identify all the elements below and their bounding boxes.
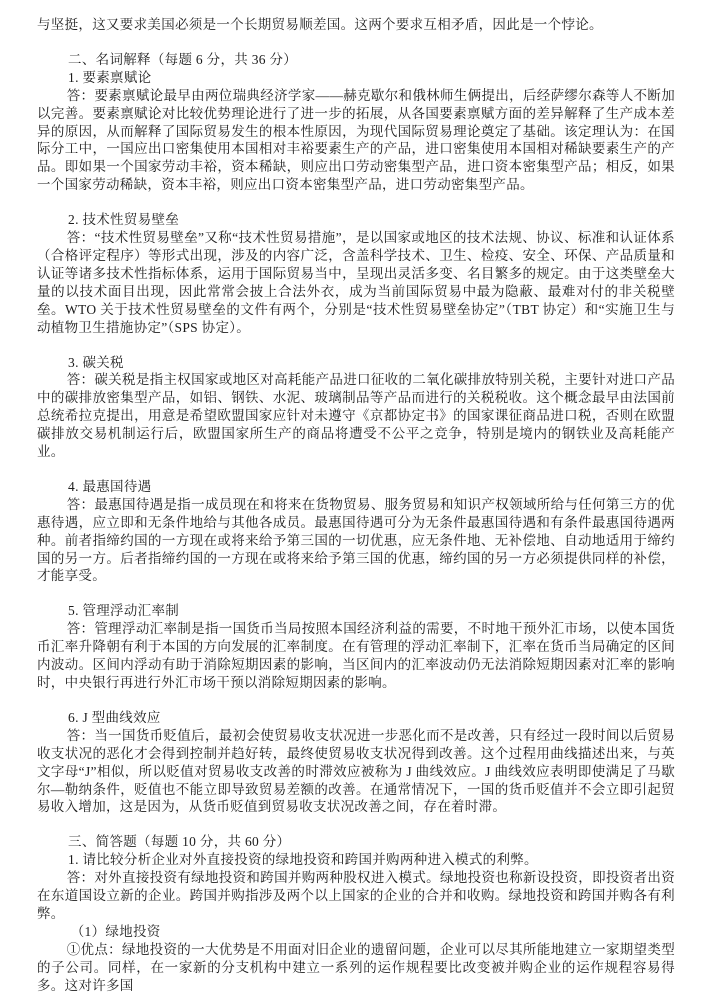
term-4-answer: 答：最惠国待遇是指一成员现在和将来在货物贸易、服务贸易和知识产权领域所给与任何第三方的优惠待遇，应立即和无条件地给与其他各成员。最惠国待遇可分为无条件最惠国待遇和有条件最惠国待遇两种。前者指缔约国的一方现在或将来给予第三国的一切优惠，应无条件地、无补偿地、自动地适用于缔约国的另一方。后者指缔约国的一方现在或将来给予第三国的优惠，缔约国的另一方必须提供同样的补偿，才能享受。 xyxy=(37,496,675,584)
term-1-title: 1. 要素禀赋论 xyxy=(68,69,152,85)
term-5-answer: 答：管理浮动汇率制是指一国货币当局按照本国经济利益的需要，不时地干预外汇市场，以使本国货币汇率升降朝有利于本国的方向发展的汇率制度。在有管理的浮动汇率制下，汇率在货币当局确定的区间内波动。区间内浮动有助于消除短期因素的影响，当区间内的汇率波动仍无法消除短期因素对汇率的影响时，中央银行再进行外汇市场干预以消除短期因素的影响。 xyxy=(37,621,675,690)
greenfield-investment-subheading: （1）绿地投资 xyxy=(70,923,161,939)
question-1-answer-intro: 答：对外直接投资有绿地投资和跨国并购两种股权进入模式。绿地投资也称新设投资，即投资者出资在东道国设立新的企业。跨国并购指涉及两个以上国家的企业的合并和收购。绿地投资和跨国并购各有利弊。 xyxy=(37,870,675,921)
term-5-title: 5. 管理浮动汇率制 xyxy=(68,603,180,619)
term-6-answer: 答：当一国货币贬值后，最初会使贸易收支状况进一步恶化而不是改善，只有经过一段时间以后贸易收支状况的恶化才会得到控制并趋好转，最终使贸易收支状况得到改善。这个过程用曲线描述出来，与英文字母“J”相似，所以贬值对贸易收支改善的时滞效应被称为 J 曲线效应。J 曲线效应表明即使满足了马歇尔—勒纳条件，贬值也不能立即导致贸易差额的改善。在通常情况下，一国的货币贬值并不会立即引起贸易收入增加，这是因为，从货币贬值到贸易收支状况改善之间，存在着时滞。 xyxy=(37,727,675,815)
greenfield-advantage-paragraph: ①优点：绿地投资的一大优势是不用面对旧企业的遗留问题，企业可以尽其所能地建立一家期望类型的子公司。同样，在一家新的分支机构中建立一系列的运作规程要比改变被并购企业的运作规程容易得多。这对许多国 xyxy=(37,941,675,993)
term-3-title: 3. 碳关税 xyxy=(68,354,124,370)
term-3-answer: 答：碳关税是指主权国家或地区对高耗能产品进口征收的二氧化碳排放特别关税，主要针对进口产品中的碳排放密集型产品，如铝、钢铁、水泥、玻璃制品等产品而进行的关税税收。这个概念最早由法国前总统希拉克提出，用意是希望欧盟国家应针对未遵守《京都协定书》的国家课征商品进口税，否则在欧盟碳排放交易机制运行后，欧盟国家所生产的商品将遭受不公平之竞争，特别是境内的钢铁业及高耗能产业。 xyxy=(37,372,675,460)
term-2-title: 2. 技术性贸易壁垒 xyxy=(68,212,180,228)
term-4-title: 4. 最惠国待遇 xyxy=(68,478,152,494)
term-1-answer: 答：要素禀赋论最早由两位瑞典经济学家——赫克歇尔和俄林师生俩提出，后经萨缪尔森等人不断加以完善。要素禀赋论对比较优势理论进行了进一步的拓展，从各国要素禀赋方面的差异解释了生产成本差异的原因，从而解释了国际贸易发生的根本性原因，为现代国际贸易理论奠定了基础。该定理认为：在国际分工中，一国应出口密集使用本国相对丰裕要素生产的产品，进口密集使用本国相对稀缺要素生产的产品。即如果一个国家劳动丰裕，资本稀缺，则应出口劳动密集型产品，进口资本密集型产品；相反，如果一个国家劳动稀缺，资本丰裕，则应出口资本密集型产品，进口劳动密集型产品。 xyxy=(37,87,675,193)
term-6-title: 6. J 型曲线效应 xyxy=(68,709,161,725)
paragraph-continuation: 与坚挺，这又要求美国必须是一个长期贸易顺差国。这两个要求互相矛盾，因此是一个悖论。 xyxy=(37,17,603,32)
section-2-heading: 二、名词解释（每题 6 分，共 36 分） xyxy=(68,51,298,67)
section-3-heading: 三、简答题（每题 10 分，共 60 分） xyxy=(68,834,291,850)
question-1-title: 1. 请比较分析企业对外直接投资的绿地投资和跨国并购两种进入模式的利弊。 xyxy=(68,852,538,868)
term-2-answer: 答：“技术性贸易壁垒”又称“技术性贸易措施”，是以国家或地区的技术法规、协议、标准和认证体系（合格评定程序）等形式出现，涉及的内容广泛，含盖科学技术、卫生、检疫、安全、环保、产品质量和认证等诸多技术性指标体系，运用于国际贸易当中，呈现出灵活多变、名目繁多的规定。由于这类壁垒大量的以技术面目出现，因此常常会披上合法外衣，成为当前国际贸易中最为隐蔽、最难对付的非关税壁垒。WTO 关于技术性贸易壁垒的文件有两个，分别是“技术性贸易壁垒协定”（TBT 协定）和“实施卫生与动植物卫生措施协定”（SPS 协定）。 xyxy=(37,230,675,335)
